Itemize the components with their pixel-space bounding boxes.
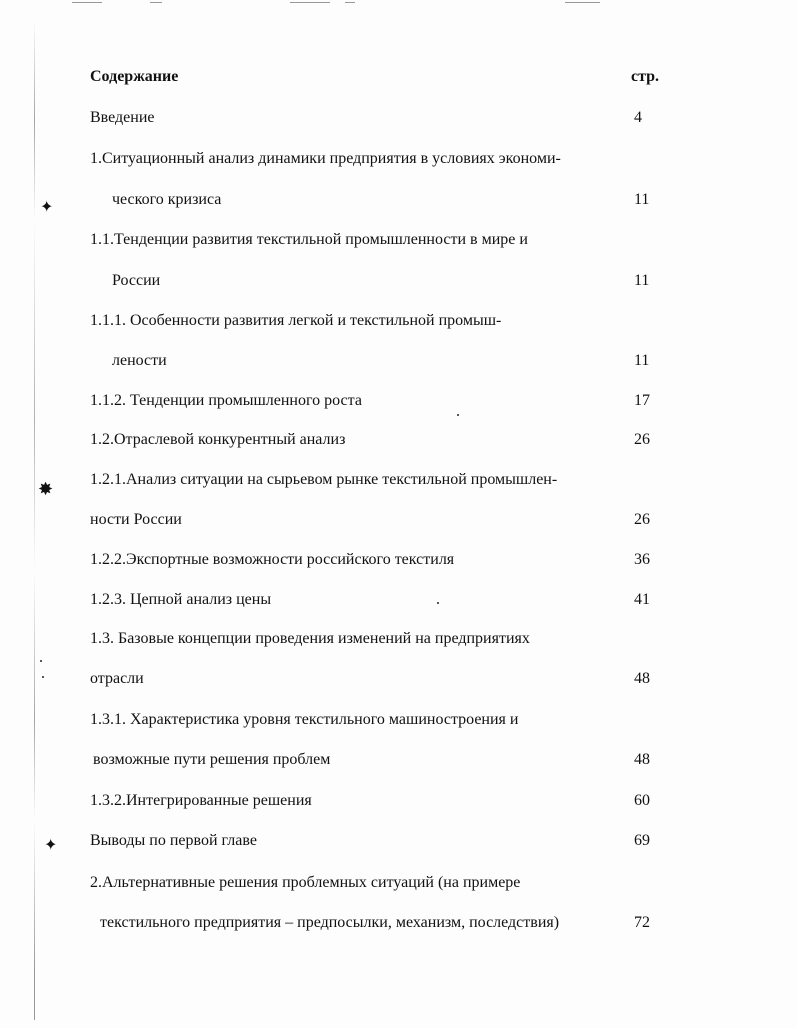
toc-entry-title: 1.2.3. Цепной анализ цены: [90, 591, 272, 608]
toc-entry-page: 36: [634, 551, 650, 568]
scan-artifact-dash: [150, 2, 162, 3]
scan-edge-line: [34, 20, 35, 1020]
toc-entry-title-cont: ности России: [90, 511, 182, 528]
scan-dot: [42, 676, 44, 678]
toc-entry-page: 11: [634, 272, 650, 289]
toc-entry-title: 1.3.1. Характеристика уровня текстильного машиностроения и: [90, 711, 519, 728]
toc-entry-title: 2.Альтернативные решения проблемных ситуаций (на примере: [90, 874, 521, 891]
toc-entry-title-cont: текстильного предприятия – предпосылки, механизм, последствия): [100, 914, 560, 931]
scan-artifact-dash: [72, 2, 102, 3]
toc-entry-title: 1.Ситуационный анализ динамики предприятия в условиях экономи-: [90, 150, 561, 167]
toc-entry-title-cont: отрасли: [90, 670, 144, 687]
scan-blot-icon: ✦: [44, 837, 58, 854]
toc-entry-title: 1.1.1. Особенности развития легкой и текстильной промыш-: [90, 312, 502, 329]
toc-entry-title: Выводы по первой главе: [90, 832, 257, 849]
toc-entry-title-cont: лености: [112, 352, 167, 369]
toc-entry-title: 1.2.Отраслевой конкурентный анализ: [90, 431, 346, 448]
scan-dot: [40, 660, 42, 662]
toc-entry-page: 26: [634, 431, 650, 448]
toc-entry-page: 41: [634, 591, 650, 608]
toc-entry-page: 11: [634, 191, 650, 208]
toc-entry-title: 1.2.2.Экспортные возможности российского текстиля: [90, 551, 455, 568]
toc-entry-title-cont: России: [112, 272, 161, 289]
toc-entry-page: 69: [634, 832, 650, 849]
toc-entry-title: 1.2.1.Анализ ситуации на сырьевом рынке текстильной промышлен-: [90, 471, 558, 488]
toc-entry-title: 1.3.2.Интегрированные решения: [90, 792, 312, 809]
toc-entry-title: 1.1.Тенденции развития текстильной промышленности в мире и: [90, 231, 528, 248]
scan-artifact-dash: [565, 2, 600, 3]
toc-entry-page: 72: [634, 914, 650, 931]
scan-blot-icon: ✸: [38, 479, 54, 499]
scan-artifact-dash: [345, 2, 355, 3]
toc-entry-page: 60: [634, 792, 650, 809]
toc-entry-title-cont: ческого кризиса: [112, 191, 222, 208]
toc-entry-page: 48: [634, 751, 650, 768]
toc-entry-title: Введение: [90, 109, 155, 126]
toc-entry-page: 48: [634, 670, 650, 687]
toc-entry-page: 26: [634, 511, 650, 528]
toc-entry-page: 17: [634, 392, 650, 409]
toc-entry-title-cont: возможные пути решения проблем: [93, 751, 331, 768]
toc-entry-page: 11: [634, 352, 650, 369]
toc-entry-page: 4: [634, 109, 642, 126]
toc-title: Содержание: [90, 68, 179, 85]
scan-dot: [437, 602, 439, 604]
pages-column-label: стр.: [631, 68, 660, 85]
scan-blot-icon: ✦: [40, 199, 54, 216]
scan-dot: [457, 414, 459, 416]
scan-artifact-dash: [290, 2, 330, 3]
toc-entry-title: 1.3. Базовые концепции проведения изменений на предприятиях: [90, 630, 530, 647]
toc-entry-title: 1.1.2. Тенденции промышленного роста: [90, 392, 362, 409]
